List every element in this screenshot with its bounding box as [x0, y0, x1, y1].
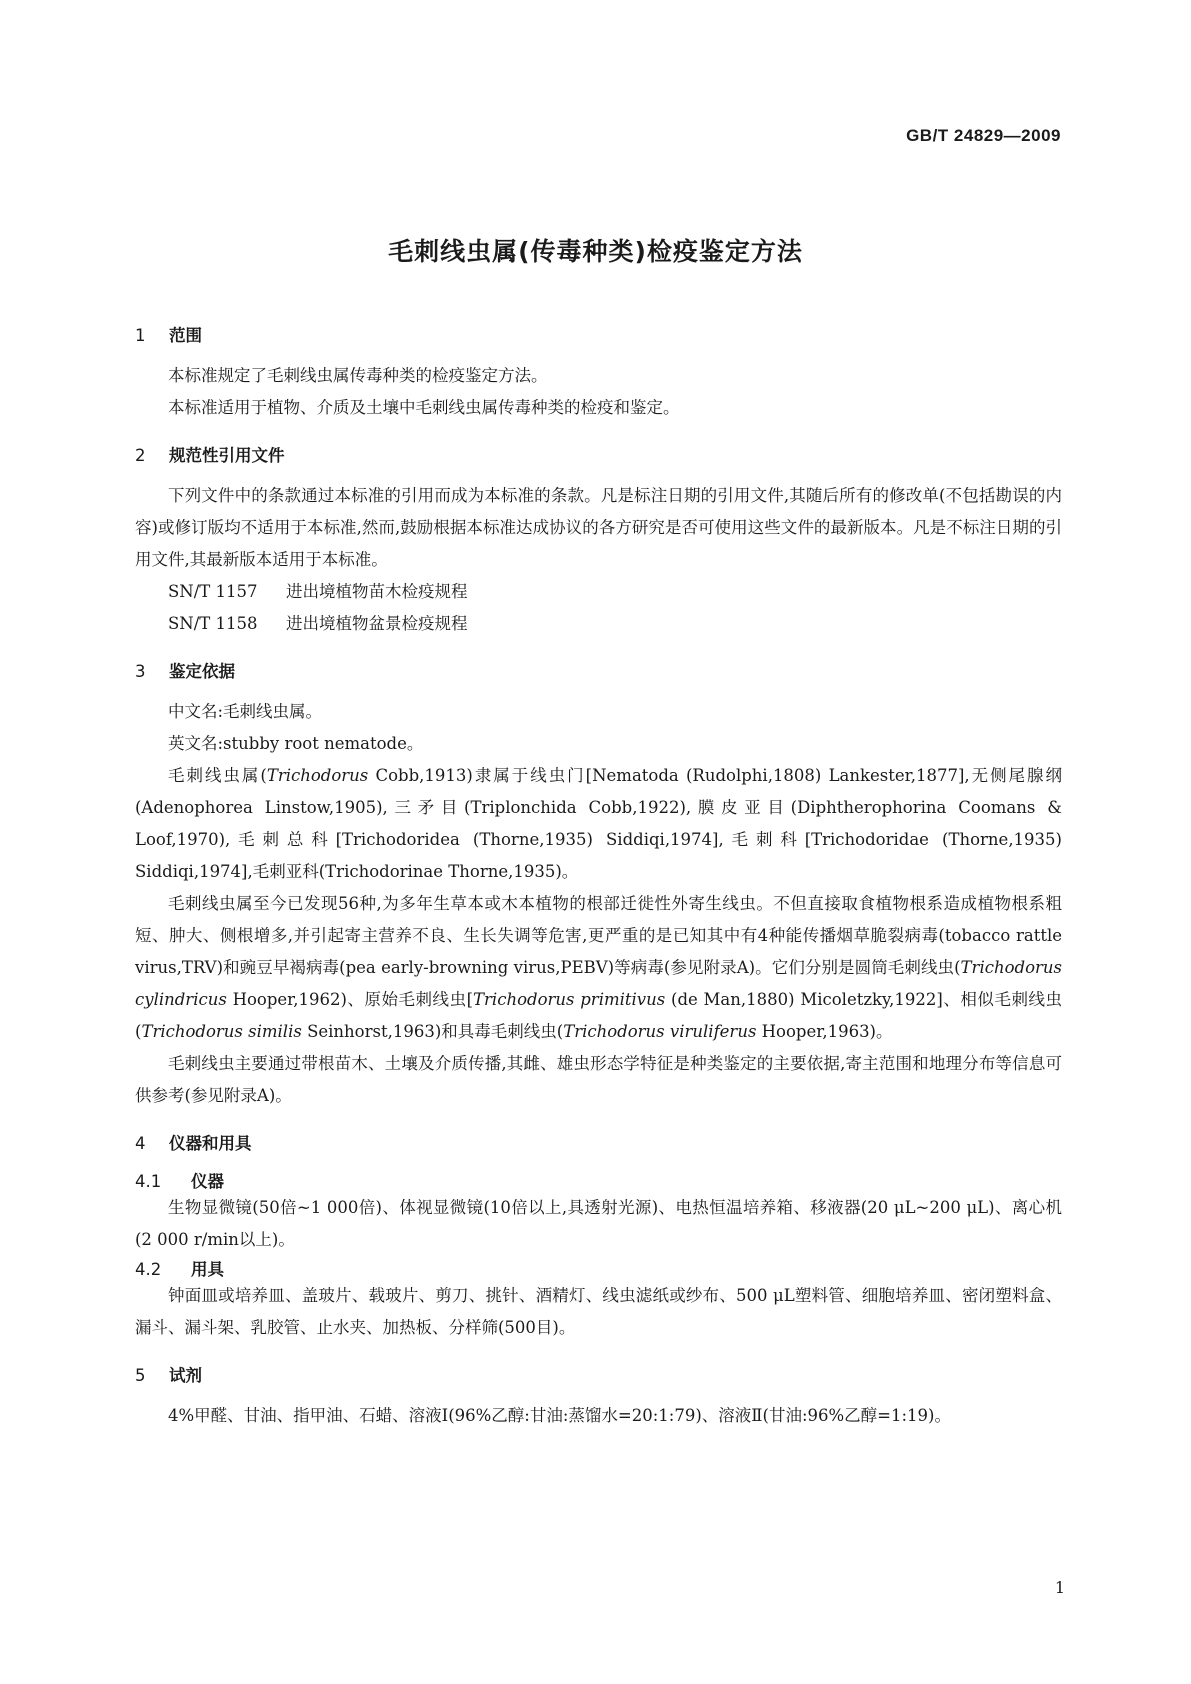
- section-title: 规范性引用文件: [169, 446, 285, 465]
- subsection-4-1-heading: [135, 1168, 1062, 1192]
- reference-code: SN/T 1158: [168, 614, 258, 633]
- species-paragraph: [135, 888, 1062, 1048]
- reference-item: [135, 608, 1062, 640]
- text-run: Cobb,1913)隶属于线虫门[Nematoda (Rudolphi,1808) Lankester,1877],无侧尾腺纲(Adenophorea Linstow,1905),三矛目(Triplonchida Cobb,1922),膜皮亚目(Diphtherophorina Coomans & Loof,1970),毛刺总科[Trichodoridea (Thorne,1935) Siddiqi,1974],毛刺科[Trichodoridae (Thorne,1935) Siddiqi,1974],毛刺亚科(Trichodorinae Thorne,1935)。: [135, 766, 1062, 881]
- species-name: Trichodorus similis: [141, 1022, 302, 1041]
- section-4-heading: [135, 1130, 1062, 1154]
- section-number: 4: [135, 1134, 146, 1153]
- section-title: 鉴定依据: [169, 662, 235, 681]
- subsection-title: 仪器: [191, 1172, 224, 1191]
- text-run: 毛刺线虫属至今已发现56种,为多年生草本或木本植物的根部迁徙性外寄生线虫。不但直接取食植物根系造成植物根系粗短、肿大、侧根增多,并引起寄主营养不良、生长失调等危害,更严重的是已知其中有4种能传播烟草脆裂病毒(tobacco rattle virus,TRV)和豌豆早褐病毒(pea early-browning virus,PEBV)等病毒(参见附录A)。它们分别是圆筒毛刺线虫(: [135, 894, 1062, 977]
- section-number: 1: [135, 326, 146, 345]
- text-run: (de Man,1880) Micoletzky,1922]、相似毛刺线虫(: [135, 990, 1063, 1041]
- text-run: Hooper,1963)。: [756, 1022, 893, 1041]
- page-number: 1: [1054, 1578, 1065, 1597]
- section-3-heading: [135, 658, 1062, 682]
- paragraph: 本标准规定了毛刺线虫属传毒种类的检疫鉴定方法。: [168, 366, 548, 385]
- subsection-4-2-heading: [135, 1256, 1062, 1280]
- paragraph: 钟面皿或培养皿、盖玻片、载玻片、剪刀、挑针、酒精灯、线虫滤纸或纱布、500 μL塑料管、细胞培养皿、密闭塑料盒、漏斗、漏斗架、乳胶管、止水夹、加热板、分样筛(500目)。: [135, 1286, 1062, 1337]
- subsection-title: 用具: [191, 1260, 224, 1279]
- paragraph: 生物显微镜(50倍~1 000倍)、体视显微镜(10倍以上,具透射光源)、电热恒温培养箱、移液器(20 μL~200 μL)、离心机(2 000 r/min以上)。: [135, 1198, 1062, 1249]
- section-title: 范围: [169, 326, 202, 345]
- paragraph: 中文名:毛刺线虫属。: [168, 702, 323, 721]
- section-2-heading: [135, 442, 1062, 466]
- standard-code: GB/T 24829—2009: [906, 126, 1061, 145]
- paragraph: 下列文件中的条款通过本标准的引用而成为本标准的条款。凡是标注日期的引用文件,其随后所有的修改单(不包括勘误的内容)或修订版均不适用于本标准,然而,鼓励根据本标准达成协议的各方研究是否可使用这些文件的最新版本。凡是不标注日期的引用文件,其最新版本适用于本标准。: [135, 486, 1062, 569]
- paragraph: 毛刺线虫主要通过带根苗木、土壤及介质传播,其雌、雄虫形态学特征是种类鉴定的主要依据,寄主范围和地理分布等信息可供参考(参见附录A)。: [135, 1054, 1062, 1105]
- subsection-number: 4.2: [135, 1260, 162, 1279]
- genus-name: Trichodorus: [266, 766, 369, 785]
- reference-code: SN/T 1157: [168, 582, 258, 601]
- section-1-heading: [135, 322, 1062, 346]
- text-run: 毛刺线虫属(: [168, 766, 267, 785]
- paragraph: 英文名:stubby root nematode。: [168, 734, 424, 753]
- section-5-heading: [135, 1362, 1062, 1386]
- species-name: Trichodorus primitivus: [473, 990, 666, 1009]
- text-run: Seinhorst,1963)和具毒毛刺线虫(: [301, 1022, 564, 1041]
- paragraph: 本标准适用于植物、介质及土壤中毛刺线虫属传毒种类的检疫和鉴定。: [168, 398, 680, 417]
- section-number: 5: [135, 1366, 146, 1385]
- section-number: 3: [135, 662, 146, 681]
- document-body: [135, 322, 1062, 1432]
- section-title: 仪器和用具: [169, 1134, 252, 1153]
- section-title: 试剂: [169, 1366, 202, 1385]
- section-number: 2: [135, 446, 146, 465]
- document-title: 毛刺线虫属(传毒种类)检疫鉴定方法: [388, 237, 803, 266]
- reference-item: [135, 576, 1062, 608]
- subsection-number: 4.1: [135, 1172, 162, 1191]
- reference-title: 进出境植物盆景检疫规程: [286, 614, 468, 633]
- species-name: Trichodorus viruliferus: [563, 1022, 757, 1041]
- reference-title: 进出境植物苗木检疫规程: [286, 582, 468, 601]
- text-run: Hooper,1962)、原始毛刺线虫[: [226, 990, 474, 1009]
- species-name: Trichodorus cylindricus: [135, 958, 1062, 1009]
- paragraph: 4%甲醛、甘油、指甲油、石蜡、溶液Ⅰ(96%乙醇:甘油:蒸馏水=20:1:79)、溶液Ⅱ(甘油:96%乙醇=1:19)。: [168, 1406, 951, 1425]
- taxonomy-paragraph: [135, 760, 1062, 888]
